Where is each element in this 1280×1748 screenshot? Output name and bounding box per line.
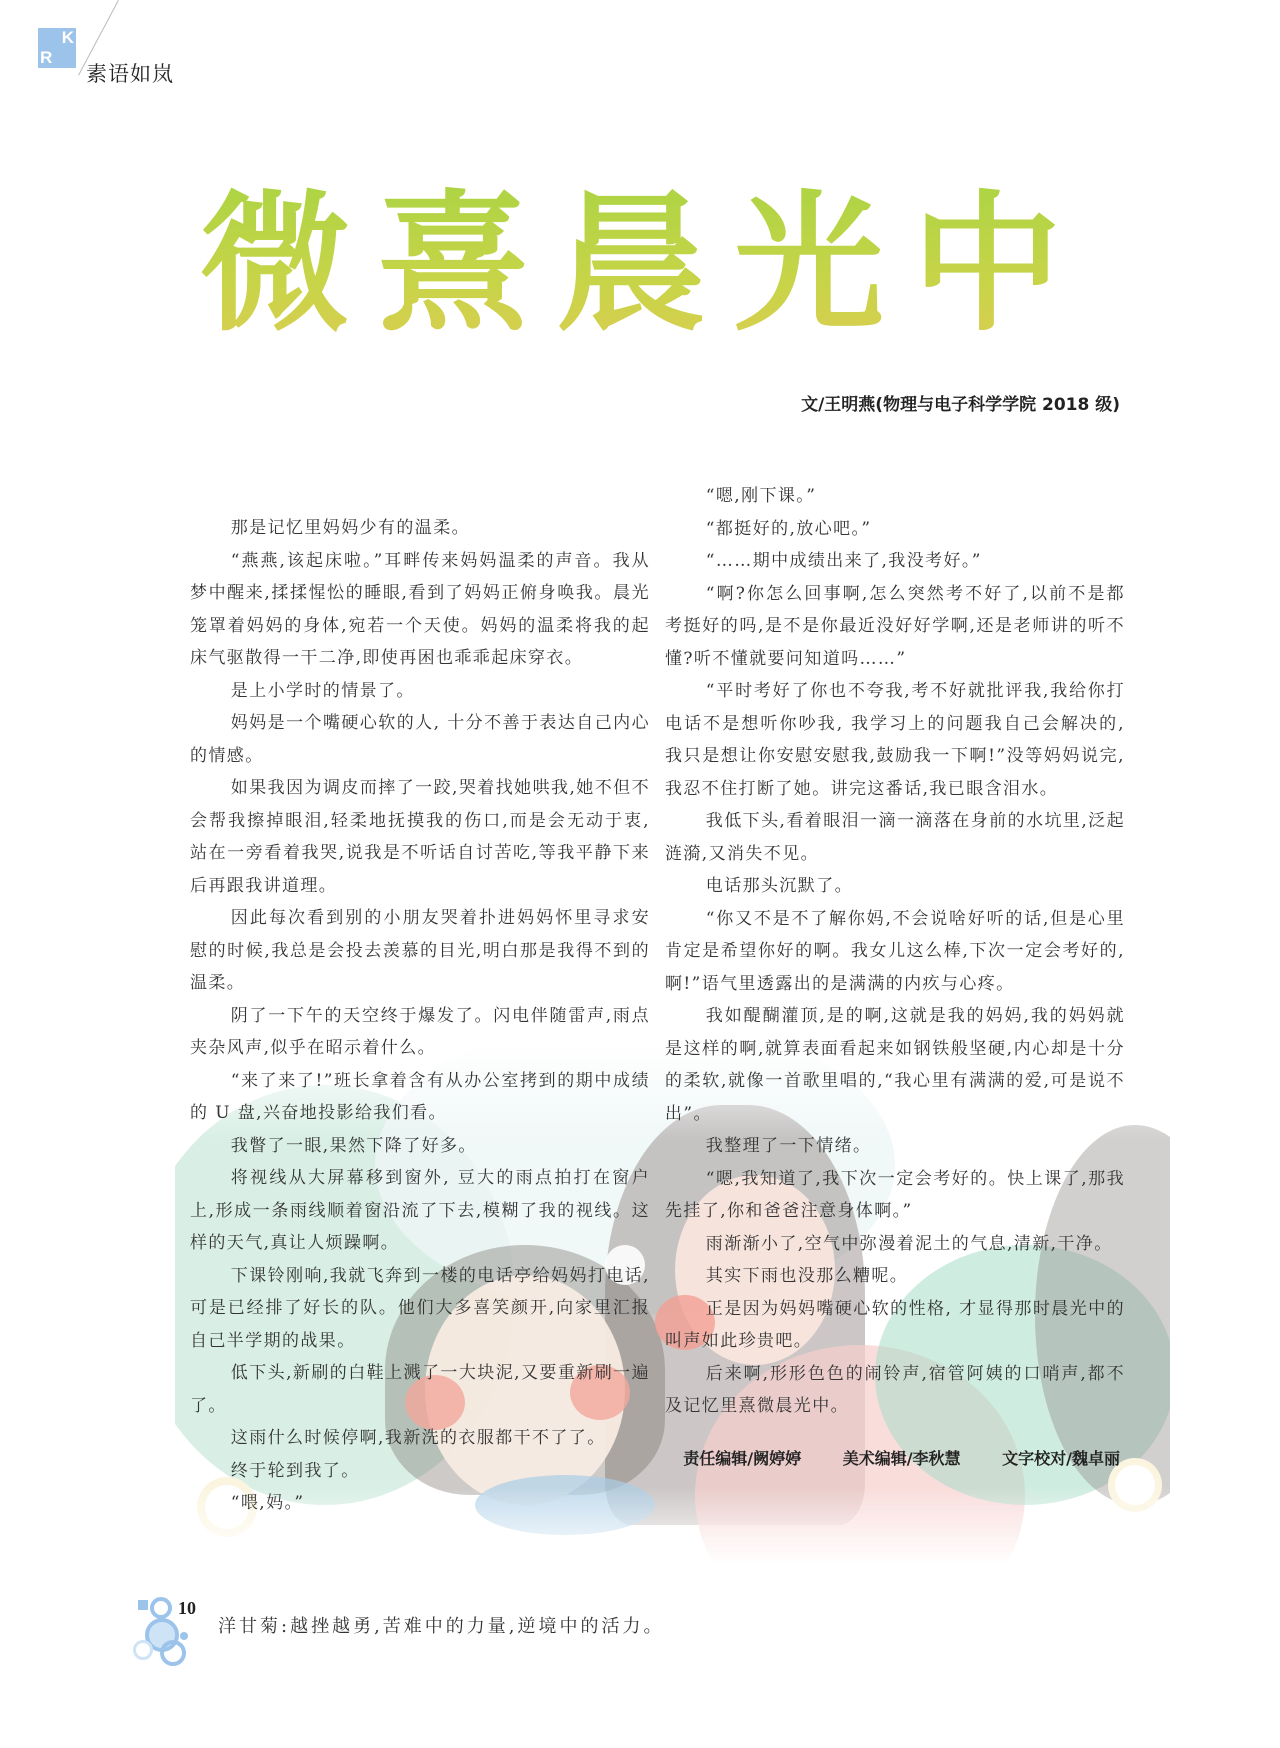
paragraph: “嗯,刚下课。”: [705, 486, 817, 506]
paragraph: 电话那头沉默了。: [705, 876, 853, 896]
section-name: 素语如岚: [86, 62, 174, 86]
paragraph: 下课铃刚响,我就飞奔到一楼的电话亭给妈妈打电话,可是已经排了好长的队。他们大多喜笑颜开,向家里汇报自己半学期的战果。: [190, 1265, 650, 1351]
paragraph: 阴了一下午的天空终于爆发了。闪电伴随雷声,雨点夹杂风声,似乎在昭示着什么。: [190, 1005, 650, 1058]
paragraph: 后来啊,形形色色的闹铃声,宿管阿姨的口哨声,都不及记忆里熹微晨光中。: [665, 1363, 1125, 1416]
magazine-logo: [38, 28, 76, 68]
paragraph: “来了来了!”班长拿着含有从办公室拷到的期中成绩的 U 盘,兴奋地投影给我们看。: [190, 1070, 650, 1123]
paragraph: 我低下头,看着眼泪一滴一滴落在身前的水坑里,泛起涟漪,又消失不见。: [665, 811, 1125, 864]
paragraph: “你又不是不了解你妈,不会说啥好听的话,但是心里肯定是希望你好的啊。我女儿这么棒,下次一定会考好的,啊!”语气里透露出的是满满的内疚与心疼。: [665, 908, 1125, 994]
paragraph: “喂,妈。”: [230, 1493, 305, 1513]
paragraph: 如果我因为调皮而摔了一跤,哭着找她哄我,她不但不会帮我擦掉眼泪,轻柔地抚摸我的伤口,而是会无动于衷,站在一旁看着我哭,说我是不听话自讨苦吃,等我平静下来后再跟我讲道理。: [190, 778, 650, 896]
paragraph: 那是记忆里妈妈少有的温柔。: [230, 518, 470, 538]
paragraph: “都挺好的,放心吧。”: [705, 518, 872, 539]
paragraph: “啊?你怎么回事啊,怎么突然考不好了,以前不是都考挺好的吗,是不是你最近没好好学啊,还是老师讲的听不懂?听不懂就要问知道吗……”: [665, 583, 1125, 669]
paragraph: 低下头,新刷的白鞋上溅了一大块泥,又要重新刷一遍了。: [190, 1363, 650, 1416]
paragraph: “平时考好了你也不夸我,考不好就批评我,我给你打电话不是想听你吵我, 我学习上的问题我自己会解决的,我只是想让你安慰安慰我,鼓励我一下啊!”没等妈妈说完,我忍不住打断了她。讲完这番话,我已眼含泪水。: [665, 681, 1125, 799]
credit-proofreader: 文字校对/魏卓丽: [1002, 1449, 1120, 1468]
paragraph: 我整理了一下情绪。: [705, 1136, 872, 1156]
paragraph: 是上小学时的情景了。: [230, 680, 415, 701]
paragraph: 我如醍醐灌顶,是的啊,这就是我的妈妈,我的妈妈就是这样的啊,就算表面看起来如钢铁般坚硬,内心却是十分的柔软,就像一首歌里唱的,“我心里有满满的爱,可是说不出”。: [665, 1006, 1125, 1124]
paragraph: 将视线从大屏幕移到窗外, 豆大的雨点拍打在窗户上,形成一条雨线顺着窗沿流了下去,模糊了我的视线。这样的天气,真让人烦躁啊。: [190, 1168, 650, 1253]
page-number: 10: [178, 1598, 196, 1618]
paragraph: 其实下雨也没那么糟呢。: [705, 1266, 909, 1286]
paragraph: 雨渐渐小了,空气中弥漫着泥土的气息,清新,干净。: [705, 1233, 1113, 1254]
paragraph: 这雨什么时候停啊,我新洗的衣服都干不了了。: [230, 1428, 606, 1448]
paragraph: “燕燕,该起床啦。”耳畔传来妈妈温柔的声音。我从梦中醒来,揉揉惺忪的睡眼,看到了妈妈正俯身唤我。晨光笼罩着妈妈的身体,宛若一个天使。妈妈的温柔将我的起床气驱散得一干二净,即使再困也乖乖起床穿衣。: [190, 550, 650, 668]
right-column: [665, 480, 1125, 1423]
paragraph: 终于轮到我了。: [230, 1460, 360, 1481]
logo-letter-r: R: [40, 48, 53, 67]
paragraph: “……期中成绩出来了,我没考好。”: [705, 551, 982, 571]
paragraph: 我瞥了一眼,果然下降了好多。: [230, 1135, 477, 1156]
byline: 文/王明燕(物理与电子科学学院 2018 级): [801, 395, 1120, 415]
left-column: [190, 512, 650, 1520]
paragraph: “嗯,我知道了,我下次一定会考好的。快上课了,那我先挂了,你和爸爸注意身体啊。”: [665, 1168, 1125, 1221]
credit-art-editor: 美术编辑/李秋慧: [842, 1449, 961, 1468]
logo-letter-k: K: [61, 28, 74, 47]
paragraph: 正是因为妈妈嘴硬心软的性格, 才显得那时晨光中的叫声如此珍贵吧。: [665, 1298, 1125, 1351]
paragraph: 妈妈是一个嘴硬心软的人, 十分不善于表达自己内心的情感。: [190, 713, 650, 766]
credit-editor: 责任编辑/阙婷婷: [683, 1449, 802, 1468]
paragraph: 因此每次看到别的小朋友哭着扑进妈妈怀里寻求安慰的时候,我总是会投去羡慕的目光,明白那是我得不到的温柔。: [190, 908, 650, 993]
editor-credits: [661, 1446, 1120, 1469]
footer-text: 洋甘菊:越挫越勇,苦难中的力量,逆境中的活力。: [218, 1616, 665, 1637]
article-title: 微熹晨光中: [200, 170, 1100, 360]
